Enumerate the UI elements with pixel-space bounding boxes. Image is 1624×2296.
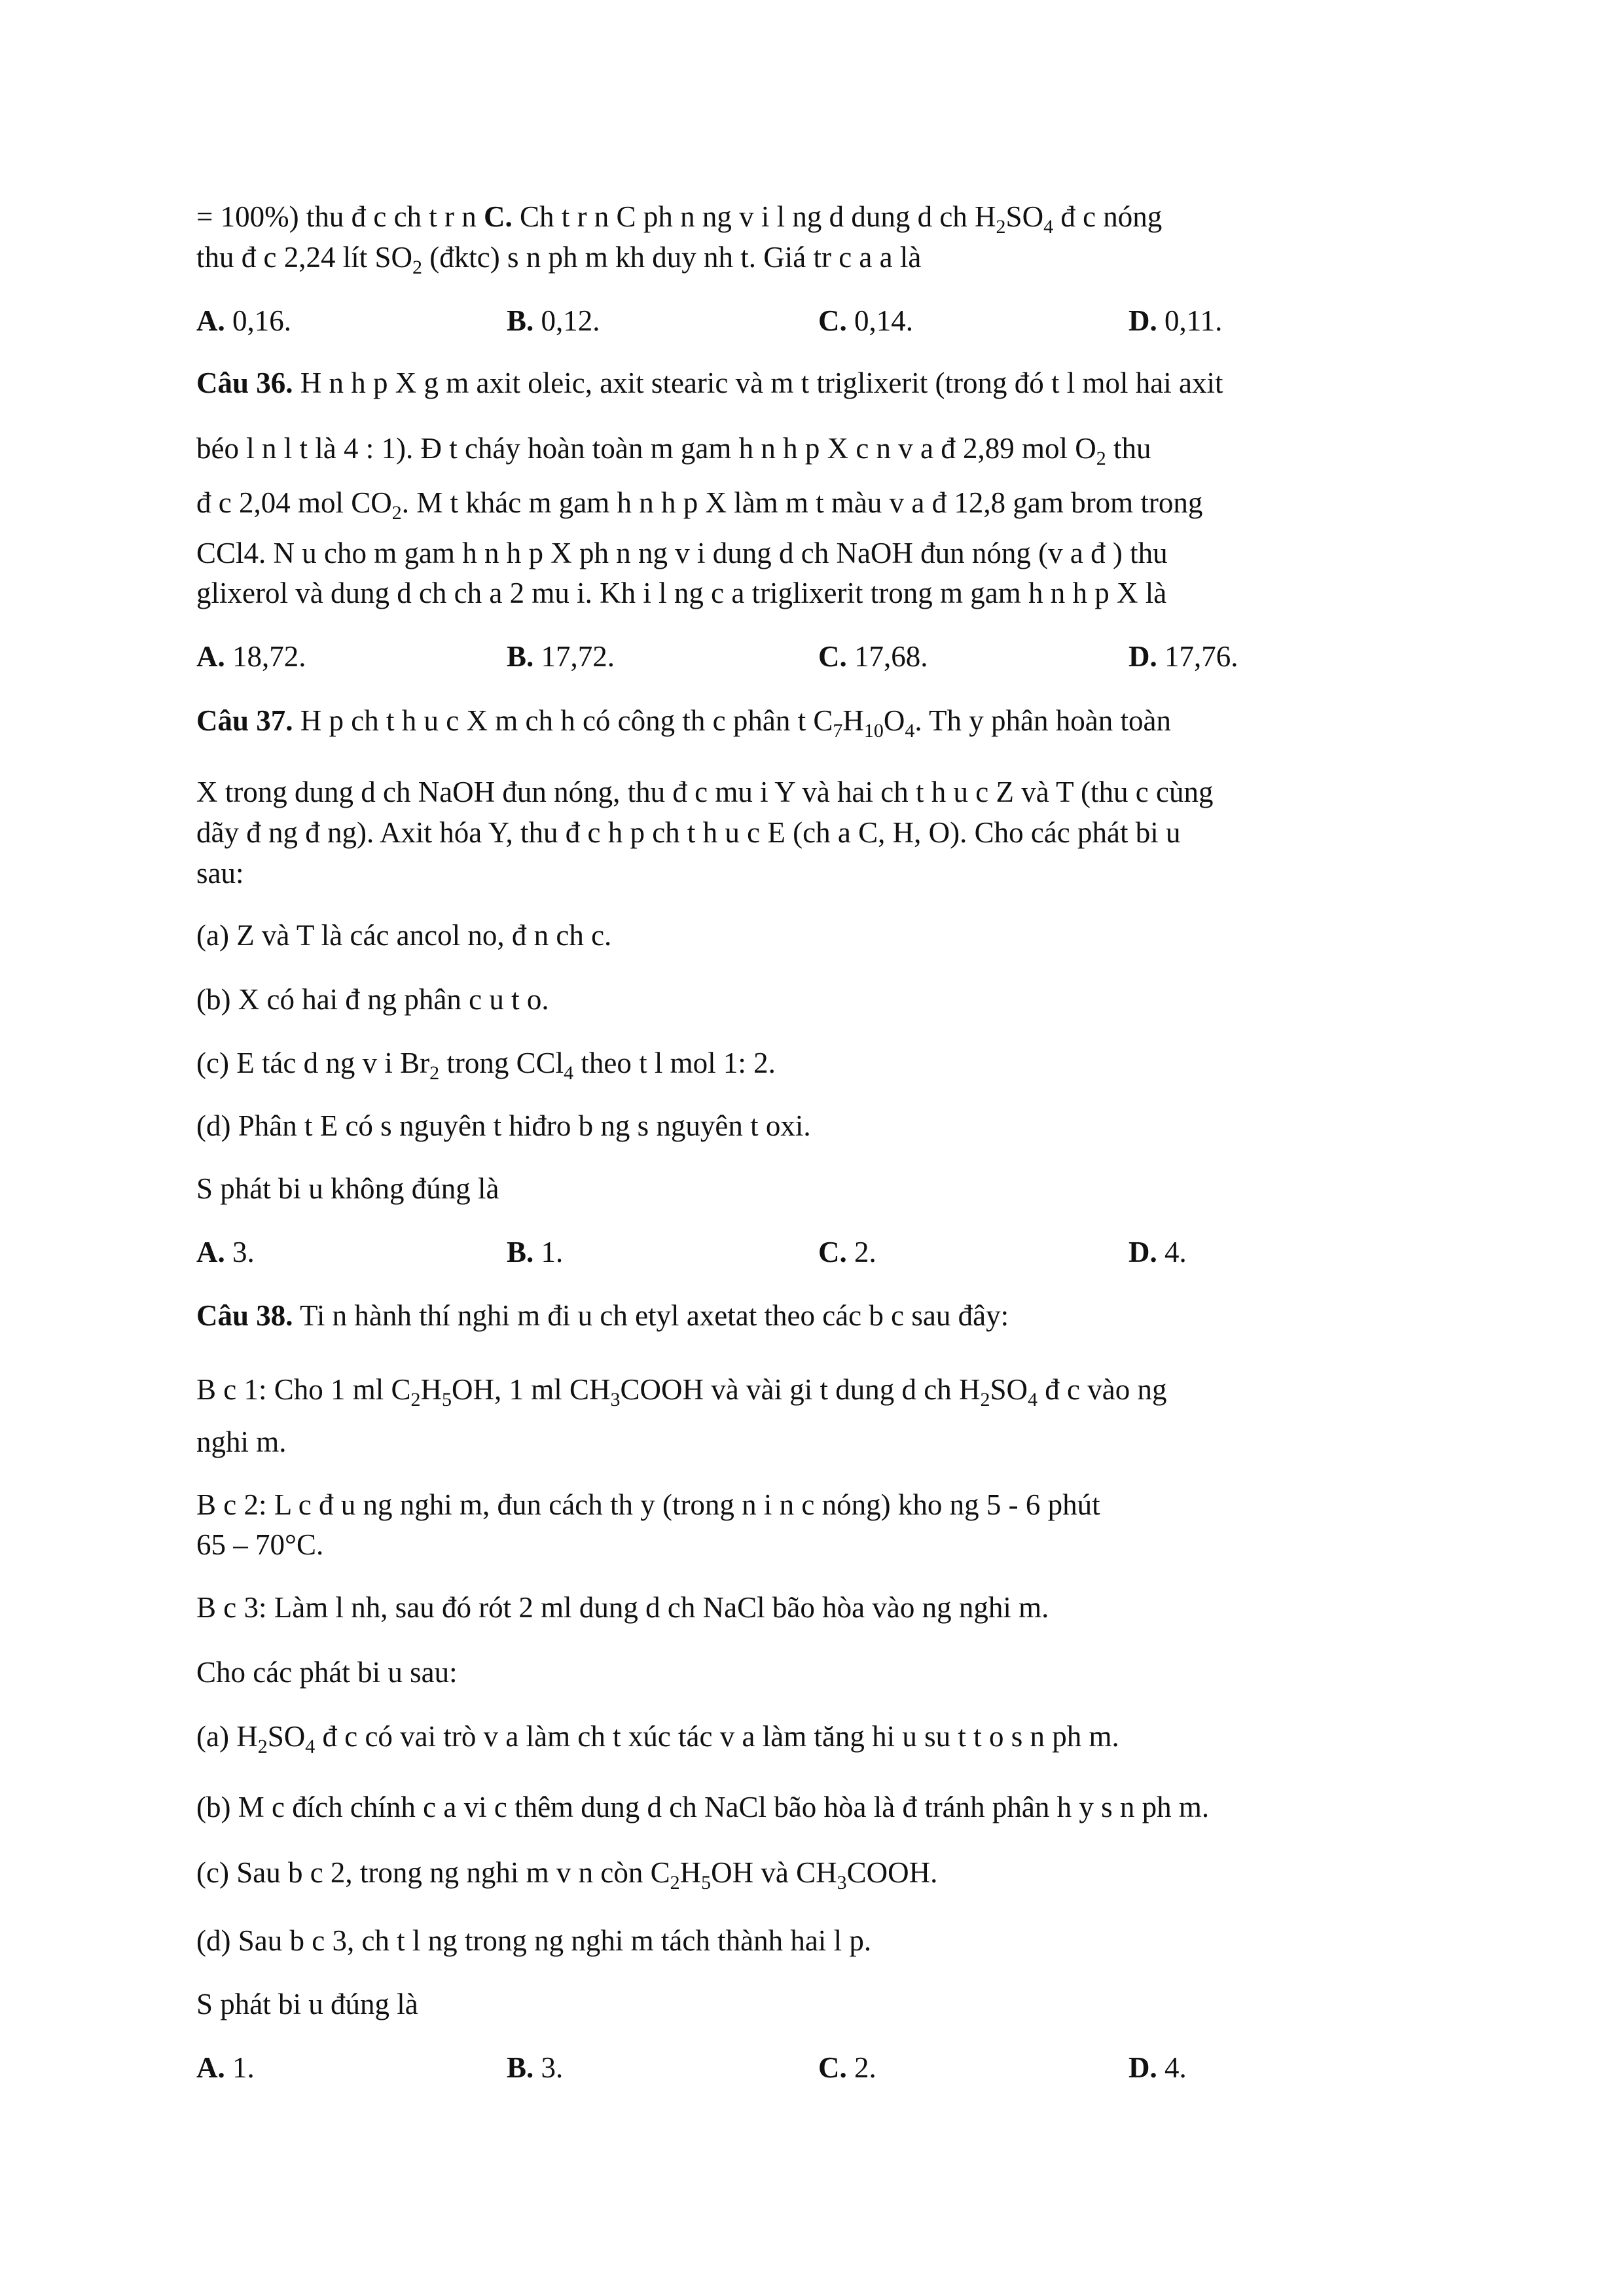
question-label: Câu 36. [196, 367, 293, 399]
q38-question: S phát bi u đúng là [196, 1988, 418, 2020]
q38-line-1: Câu 38. Ti n hành thí nghi m đi u ch etyl axetat theo các b c sau đây: [196, 1299, 1009, 1332]
q38-step-3: B c 3: Làm l nh, sau đó rót 2 ml dung d ch NaCl bão hòa vào ng nghi m. [196, 1591, 1049, 1624]
option-c[interactable]: C. 17,68. [818, 640, 928, 673]
question-label: Câu 37. [196, 704, 293, 737]
q35-line-1: = 100%) thu đ c ch t r n C. Ch t r n C ph n ng v i l ng d dung d ch $H_2SO_4$ đ c nóng [196, 200, 1163, 238]
q37-line-1: Câu 37. H p ch t h u c X m ch h có công th c phân t $C_7H_{10}O_4$. Th y phân hoàn toàn [196, 704, 1171, 742]
q38-intro: Cho các phát bi u sau: [196, 1656, 458, 1689]
option-d[interactable]: D. 0,11. [1128, 304, 1223, 337]
q35-options [196, 302, 1440, 339]
q38-statement-d: (d) Sau b c 3, ch t l ng trong ng nghi m tách thành hai l p. [196, 1924, 872, 1957]
option-c[interactable]: C. 2. [818, 1236, 876, 1268]
q37-line-4: sau: [196, 857, 244, 889]
option-a[interactable]: A. 1. [196, 2051, 255, 2084]
q37-line-2: X trong dung d ch NaOH đun nóng, thu đ c mu i Y và hai ch t h u c Z và T (thu c cùng [196, 776, 1214, 808]
q38-statement-a: (a) $H_2SO_4$ đ c có vai trò v a làm ch t xúc tác v a làm tăng hi u su t t o s n ph m. [196, 1720, 1119, 1757]
option-a[interactable]: A. 3. [196, 1236, 255, 1268]
q37-statement-d: (d) Phân t E có s nguyên t hiđro b ng s nguyên t oxi. [196, 1109, 811, 1142]
q36-line-1: Câu 36. H n h p X g m axit oleic, axit stearic và m t triglixerit (trong đó t l mol hai axit [196, 367, 1223, 399]
q36-line-3: đ c 2,04 mol $CO_2$. M t khác m gam h n h p X làm m t màu v a đ 12,8 gam brom trong [196, 486, 1203, 524]
option-c[interactable]: C. 2. [818, 2051, 876, 2084]
option-d[interactable]: D. 17,76. [1128, 640, 1238, 673]
q36-line-2: béo l n l t là 4 : 1). Đ t cháy hoàn toàn m gam h n h p X c n v a đ 2,89 mol $O_2$ thu [196, 432, 1151, 469]
q37-statement-a: (a) Z và T là các ancol no, đ n ch c. [196, 919, 612, 952]
q36-line-5: glixerol và dung d ch ch a 2 mu i. Kh i l ng c a triglixerit trong m gam h n h p X là [196, 577, 1167, 609]
q35-line-2: thu đ c 2,24 lít $SO_2$ (đktc) s n ph m kh duy nh t. Giá tr c a a là [196, 241, 922, 278]
option-b[interactable]: B. 3. [507, 2051, 564, 2084]
q37-statement-c: (c) E tác d ng v i $Br_2$ trong CCl$_4$ theo t l mol 1: 2. [196, 1047, 776, 1084]
option-a[interactable]: A. 18,72. [196, 640, 306, 673]
q38-step-2-cont: 65 – 70°C. [196, 1528, 324, 1561]
option-c[interactable]: C. 0,14. [818, 304, 913, 337]
question-label: Câu 38. [196, 1299, 293, 1332]
option-d[interactable]: D. 4. [1128, 2051, 1187, 2084]
q37-question: S phát bi u không đúng là [196, 1172, 499, 1205]
q38-statement-c: (c) Sau b c 2, trong ng nghi m v n còn $C_2H_5OH$ và $CH_3COOH$. [196, 1856, 938, 1893]
q38-step-2: B c 2: L c đ u ng nghi m, đun cách th y (trong n i n c nóng) kho ng 5 - 6 phút [196, 1488, 1100, 1521]
q37-statement-b: (b) X có hai đ ng phân c u t o. [196, 983, 549, 1016]
q36-line-4: CCl4. N u cho m gam h n h p X ph n ng v i dung d ch NaOH đun nóng (v a đ ) thu [196, 537, 1168, 569]
q37-options [196, 1234, 1440, 1270]
option-b[interactable]: B. 0,12. [507, 304, 600, 337]
q38-step-1: B c 1: Cho 1 ml $C_2H_5OH$, 1 ml $CH_3COOH$ và vài gi t dung d ch $H_2SO_4$ đ c vào ng [196, 1373, 1167, 1410]
q37-line-3: dãy đ ng đ ng). Axit hóa Y, thu đ c h p ch t h u c E (ch a C, H, O). Cho các phát bi u [196, 816, 1181, 849]
q38-options [196, 2049, 1440, 2086]
option-b[interactable]: B. 17,72. [507, 640, 615, 673]
q38-statement-b: (b) M c đích chính c a vi c thêm dung d ch NaCl bão hòa là đ tránh phân h y s n ph m. [196, 1791, 1210, 1823]
option-a[interactable]: A. 0,16. [196, 304, 291, 337]
option-b[interactable]: B. 1. [507, 1236, 564, 1268]
option-d[interactable]: D. 4. [1128, 1236, 1187, 1268]
q36-options [196, 638, 1440, 675]
q38-step-1-cont: nghi m. [196, 1426, 287, 1458]
